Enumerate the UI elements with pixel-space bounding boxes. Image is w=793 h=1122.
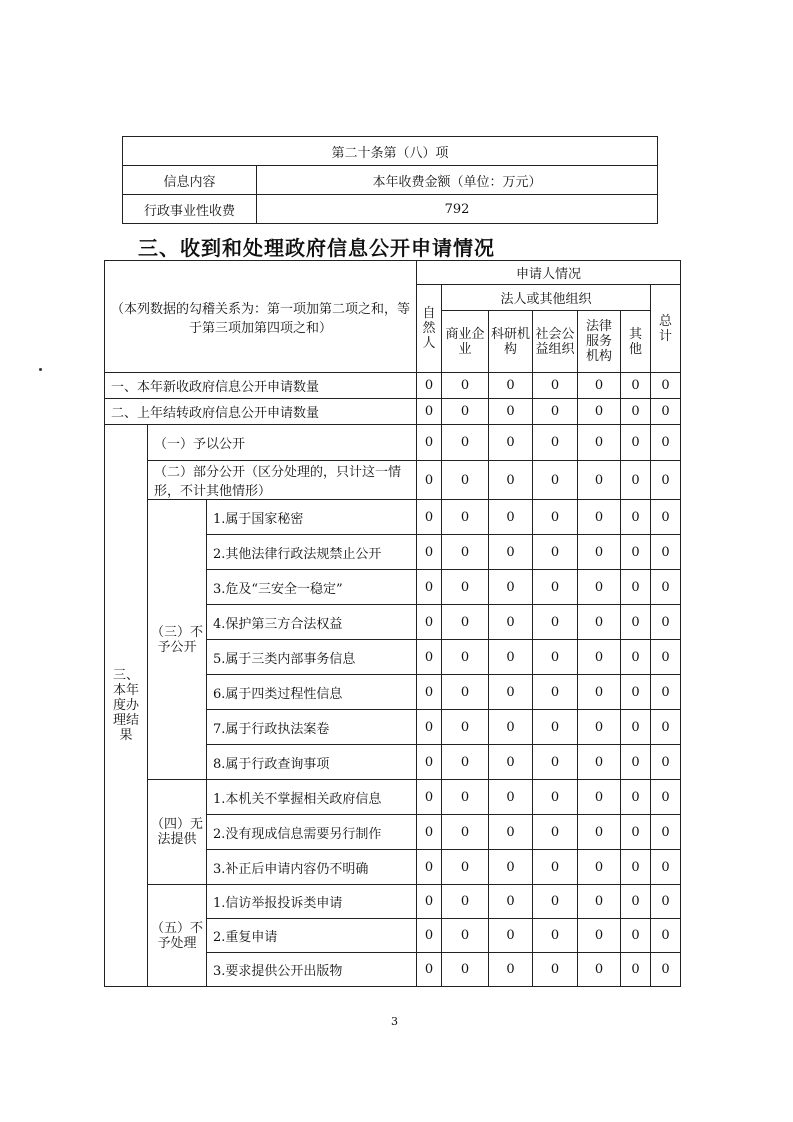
value-cell: 0: [533, 780, 578, 815]
value-cell: 0: [533, 675, 578, 710]
org-col-header: 法律服务机构: [578, 311, 621, 373]
value-cell: 0: [417, 953, 442, 987]
row-label: 3.补正后申请内容仍不明确: [207, 850, 417, 885]
value-cell: 0: [533, 745, 578, 780]
value-cell: 0: [578, 500, 621, 535]
value-cell: 0: [489, 780, 533, 815]
value-cell: 0: [489, 710, 533, 745]
row-label: 6.属于四类过程性信息: [207, 675, 417, 710]
value-cell: 0: [417, 605, 442, 640]
org-col-header: 其他: [621, 311, 651, 373]
fee-row-value: 792: [257, 195, 658, 224]
row-label: 1.本机关不掌握相关政府信息: [207, 780, 417, 815]
value-cell: 0: [417, 570, 442, 605]
value-cell: 0: [417, 500, 442, 535]
row-label: 2.没有现成信息需要另行制作: [207, 815, 417, 850]
value-cell: 0: [533, 500, 578, 535]
value-cell: 0: [442, 500, 489, 535]
value-cell: 0: [533, 885, 578, 919]
value-cell: 0: [651, 425, 681, 461]
value-cell: 0: [442, 461, 489, 500]
row-label: 3.要求提供公开出版物: [207, 953, 417, 987]
sub-group-label: （五）不予处理: [148, 885, 207, 987]
row-label: 3.危及“三安全一稳定”: [207, 570, 417, 605]
value-cell: 0: [651, 919, 681, 953]
value-cell: 0: [621, 640, 651, 675]
value-cell: 0: [489, 570, 533, 605]
value-cell: 0: [533, 373, 578, 399]
value-cell: 0: [651, 605, 681, 640]
value-cell: 0: [651, 500, 681, 535]
value-cell: 0: [489, 815, 533, 850]
row-label: 二、上年结转政府信息公开申请数量: [105, 399, 417, 425]
value-cell: 0: [489, 640, 533, 675]
value-cell: 0: [651, 570, 681, 605]
value-cell: 0: [578, 640, 621, 675]
value-cell: 0: [651, 461, 681, 500]
table-note: （本列数据的勾稽关系为：第一项加第二项之和，等于第三项加第四项之和）: [105, 261, 417, 373]
value-cell: 0: [489, 919, 533, 953]
value-cell: 0: [578, 461, 621, 500]
value-cell: 0: [578, 919, 621, 953]
value-cell: 0: [442, 745, 489, 780]
natural-person-header: 自然人: [417, 285, 442, 373]
value-cell: 0: [442, 815, 489, 850]
value-cell: 0: [533, 640, 578, 675]
value-cell: 0: [578, 373, 621, 399]
org-col-header: 科研机构: [489, 311, 533, 373]
fee-table: [122, 136, 658, 224]
section-title: 三、收到和处理政府信息公开申请情况: [138, 236, 495, 260]
sub-group-label: （三）不予公开: [148, 500, 207, 780]
value-cell: 0: [621, 570, 651, 605]
value-cell: 0: [621, 745, 651, 780]
value-cell: 0: [651, 780, 681, 815]
value-cell: 0: [651, 885, 681, 919]
value-cell: 0: [578, 780, 621, 815]
value-cell: 0: [578, 745, 621, 780]
value-cell: 0: [578, 399, 621, 425]
value-cell: 0: [578, 953, 621, 987]
value-cell: 0: [442, 425, 489, 461]
application-table: [104, 260, 681, 987]
value-cell: 0: [442, 399, 489, 425]
value-cell: 0: [417, 885, 442, 919]
value-cell: 0: [417, 745, 442, 780]
value-cell: 0: [417, 919, 442, 953]
value-cell: 0: [417, 780, 442, 815]
row-label: 7.属于行政执法案卷: [207, 710, 417, 745]
value-cell: 0: [533, 919, 578, 953]
value-cell: 0: [533, 953, 578, 987]
value-cell: 0: [417, 535, 442, 570]
value-cell: 0: [533, 850, 578, 885]
value-cell: 0: [578, 815, 621, 850]
value-cell: 0: [651, 815, 681, 850]
value-cell: 0: [621, 605, 651, 640]
value-cell: 0: [442, 780, 489, 815]
value-cell: 0: [489, 605, 533, 640]
org-col-header: 商业企业: [442, 311, 489, 373]
value-cell: 0: [621, 815, 651, 850]
value-cell: 0: [417, 850, 442, 885]
value-cell: 0: [417, 425, 442, 461]
value-cell: 0: [651, 373, 681, 399]
value-cell: 0: [489, 675, 533, 710]
value-cell: 0: [489, 885, 533, 919]
value-cell: 0: [442, 850, 489, 885]
value-cell: 0: [533, 535, 578, 570]
value-cell: 0: [489, 373, 533, 399]
value-cell: 0: [651, 399, 681, 425]
value-cell: 0: [442, 953, 489, 987]
fee-row-label: 行政事业性收费: [123, 195, 257, 224]
value-cell: 0: [417, 675, 442, 710]
row-label: 8.属于行政查询事项: [207, 745, 417, 780]
value-cell: 0: [621, 373, 651, 399]
value-cell: 0: [651, 710, 681, 745]
value-cell: 0: [651, 675, 681, 710]
value-cell: 0: [489, 461, 533, 500]
fee-col-info: 信息内容: [123, 166, 257, 195]
applicant-header: 申请人情况: [417, 261, 681, 285]
value-cell: 0: [621, 710, 651, 745]
value-cell: 0: [621, 675, 651, 710]
row-label: 5.属于三类内部事务信息: [207, 640, 417, 675]
value-cell: 0: [442, 640, 489, 675]
value-cell: 0: [417, 640, 442, 675]
value-cell: 0: [578, 710, 621, 745]
stray-mark: [39, 368, 42, 371]
value-cell: 0: [651, 953, 681, 987]
value-cell: 0: [651, 745, 681, 780]
value-cell: 0: [578, 425, 621, 461]
value-cell: 0: [442, 919, 489, 953]
value-cell: 0: [621, 850, 651, 885]
value-cell: 0: [442, 535, 489, 570]
value-cell: 0: [442, 885, 489, 919]
value-cell: 0: [578, 570, 621, 605]
value-cell: 0: [489, 745, 533, 780]
value-cell: 0: [417, 710, 442, 745]
value-cell: 0: [489, 535, 533, 570]
value-cell: 0: [489, 953, 533, 987]
value-cell: 0: [442, 710, 489, 745]
row-label: 1.信访举报投诉类申请: [207, 885, 417, 919]
sub-group-label: （四）无法提供: [148, 780, 207, 885]
result-group-label: 三、本年度办理结果: [105, 425, 148, 987]
value-cell: 0: [533, 425, 578, 461]
value-cell: 0: [533, 461, 578, 500]
fee-table-header: 第二十条第（八）项: [123, 137, 658, 166]
value-cell: 0: [533, 815, 578, 850]
row-label: 一、本年新收政府信息公开申请数量: [105, 373, 417, 399]
value-cell: 0: [489, 425, 533, 461]
value-cell: 0: [489, 399, 533, 425]
value-cell: 0: [533, 570, 578, 605]
value-cell: 0: [621, 919, 651, 953]
value-cell: 0: [533, 399, 578, 425]
value-cell: 0: [533, 605, 578, 640]
value-cell: 0: [651, 850, 681, 885]
value-cell: 0: [651, 640, 681, 675]
value-cell: 0: [417, 373, 442, 399]
value-cell: 0: [442, 570, 489, 605]
value-cell: 0: [417, 399, 442, 425]
fee-col-amount: 本年收费金额（单位：万元）: [257, 166, 658, 195]
row-label: 2.其他法律行政法规禁止公开: [207, 535, 417, 570]
value-cell: 0: [578, 675, 621, 710]
value-cell: 0: [442, 605, 489, 640]
row-label: 2.重复申请: [207, 919, 417, 953]
value-cell: 0: [578, 605, 621, 640]
value-cell: 0: [621, 953, 651, 987]
value-cell: 0: [578, 885, 621, 919]
row-label: （二）部分公开（区分处理的，只计这一情形，不计其他情形）: [148, 461, 417, 500]
row-label: （一）予以公开: [148, 425, 417, 461]
value-cell: 0: [621, 535, 651, 570]
value-cell: 0: [533, 710, 578, 745]
row-label: 4.保护第三方合法权益: [207, 605, 417, 640]
value-cell: 0: [442, 373, 489, 399]
value-cell: 0: [442, 675, 489, 710]
value-cell: 0: [621, 461, 651, 500]
total-header: 总计: [651, 285, 681, 373]
value-cell: 0: [621, 500, 651, 535]
value-cell: 0: [621, 780, 651, 815]
page-number: 3: [391, 1015, 398, 1028]
value-cell: 0: [489, 850, 533, 885]
row-label: 1.属于国家秘密: [207, 500, 417, 535]
value-cell: 0: [621, 425, 651, 461]
value-cell: 0: [621, 399, 651, 425]
value-cell: 0: [621, 885, 651, 919]
value-cell: 0: [578, 850, 621, 885]
value-cell: 0: [578, 535, 621, 570]
value-cell: 0: [417, 461, 442, 500]
value-cell: 0: [651, 535, 681, 570]
value-cell: 0: [417, 815, 442, 850]
legal-group-header: 法人或其他组织: [442, 285, 651, 311]
org-col-header: 社会公益组织: [533, 311, 578, 373]
value-cell: 0: [489, 500, 533, 535]
